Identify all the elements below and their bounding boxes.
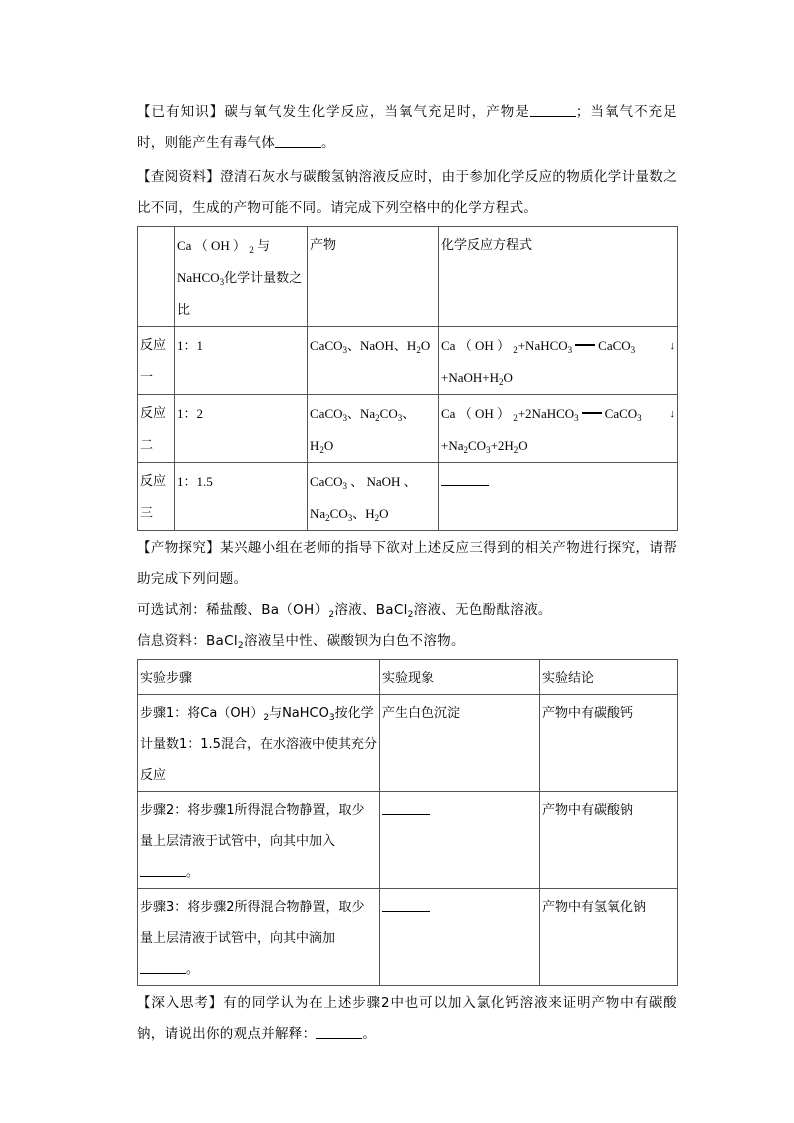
experiment-conclusion: 产物中有氢氧化钠	[540, 889, 678, 986]
reaction-table	[137, 226, 678, 531]
reaction-product: CaCO$_3$、$Na_2CO_3$、$H_2O$	[308, 395, 439, 463]
reaction-product: CaCO$_3$ 、 NaOH 、 $Na_2CO_3$、$H_2O$	[308, 463, 439, 531]
reaction-name: 反应二	[138, 395, 175, 463]
answer-blank-think[interactable]	[316, 1024, 362, 1039]
reaction-equation-blank-cell	[439, 463, 678, 531]
experiment-table	[137, 659, 678, 986]
think-paragraph: 【深入思考】有的同学认为在上述步骤2中也可以加入氯化钙溶液来证明产物中有碳酸钠，请说出你的观点并解释： 。	[137, 995, 677, 1042]
reagent-blank-step2[interactable]	[140, 862, 186, 877]
table-row	[138, 695, 678, 792]
header-conclusion: 实验结论	[540, 660, 678, 695]
info-line: 信息资料：BaCl$_2$溶液呈中性、碳酸钡为白色不溶物。	[137, 633, 465, 651]
reaction-product: CaCO$_3$、NaOH、$H_2O$	[308, 327, 439, 395]
experiment-step: 步骤3：将步骤2所得混合物静置，取少量上层清液于试管中，向其中滴加。	[138, 889, 380, 986]
experiment-conclusion: 产物中有碳酸钠	[540, 792, 678, 889]
reaction-ratio: 1：1.5	[175, 463, 308, 531]
think-tag: 【深入思考】	[137, 995, 224, 1011]
table-row	[138, 463, 678, 531]
phenomenon-blank-step3[interactable]	[382, 897, 430, 912]
experiment-step: 步骤1：将$Ca(OH)_2$与NaHCO$_3$按化学计量数1：1.5混合，在水溶液中使其充分反应	[138, 695, 380, 792]
header-ratio: Ca （ OH ） $_2$ 与NaHCO$_3$化学计量数之比	[175, 227, 308, 327]
reaction-name: 反应一	[138, 327, 175, 395]
header-equation: 化学反应方程式	[439, 227, 678, 327]
answer-blank-2[interactable]	[275, 133, 321, 148]
lookup-paragraph: 【查阅资料】澄清石灰水与碳酸氢钠溶液反应时，由于参加化学反应的物质化学计量数之比不同，生成的产物可能不同。请完成下列空格中的化学方程式。	[137, 169, 677, 216]
experiment-phenomenon-cell	[380, 889, 540, 986]
header-empty	[138, 227, 175, 327]
reagent-blank-step3[interactable]	[140, 959, 186, 974]
reaction-ratio: 1：1	[175, 327, 308, 395]
experiment-phenomenon: 产生白色沉淀	[380, 695, 540, 792]
reaction-name: 反应三	[138, 463, 175, 531]
table-row	[138, 327, 678, 395]
experiment-step: 步骤2：将步骤1所得混合物静置，取少量上层清液于试管中，向其中加入。	[138, 792, 380, 889]
experiment-table-header	[138, 660, 678, 695]
answer-blank-1[interactable]	[530, 102, 576, 117]
reagents-line: 可选试剂：稀盐酸、$Ba(OH)_2$溶液、BaCl$_2$溶液、无色酚酞溶液。	[137, 602, 552, 620]
header-product: 产物	[308, 227, 439, 327]
equation-blank[interactable]	[441, 471, 489, 486]
experiment-conclusion: 产物中有碳酸钙	[540, 695, 678, 792]
down-arrow-icon: ↓	[669, 340, 675, 352]
phenomenon-blank-step2[interactable]	[382, 800, 430, 815]
lookup-tag: 【查阅资料】	[137, 169, 221, 185]
header-step: 实验步骤	[138, 660, 380, 695]
reaction-equation: Ca （ OH ） $_2$+NaHCO$_3$ CaCO$_3$ ↓ $+NaOH+H_2O$	[439, 327, 678, 395]
known-tag: 【已有知识】	[137, 104, 225, 120]
experiment-phenomenon-cell	[380, 792, 540, 889]
explore-paragraph: 【产物探究】某兴趣小组在老师的指导下欲对上述反应三得到的相关产物进行探究，请帮助完成下列问题。	[137, 540, 677, 587]
reaction-table-header	[138, 227, 678, 327]
table-row	[138, 395, 678, 463]
table-row	[138, 889, 678, 986]
known-paragraph: 【已有知识】碳与氧气发生化学反应，当氧气充足时，产物是 ；当氧气不充足时，则能产生有毒气体 。	[137, 104, 677, 151]
reaction-ratio: 1：2	[175, 395, 308, 463]
document-page	[137, 97, 677, 1050]
header-phenomenon: 实验现象	[380, 660, 540, 695]
explore-tag: 【产物探究】	[137, 540, 221, 556]
reaction-equation: Ca （ OH ） $_2$+2NaHCO$_3$ CaCO$_3$ ↓ $+Na_2CO_3+2H_2O$	[439, 395, 678, 463]
down-arrow-icon: ↓	[669, 408, 675, 420]
table-row	[138, 792, 678, 889]
